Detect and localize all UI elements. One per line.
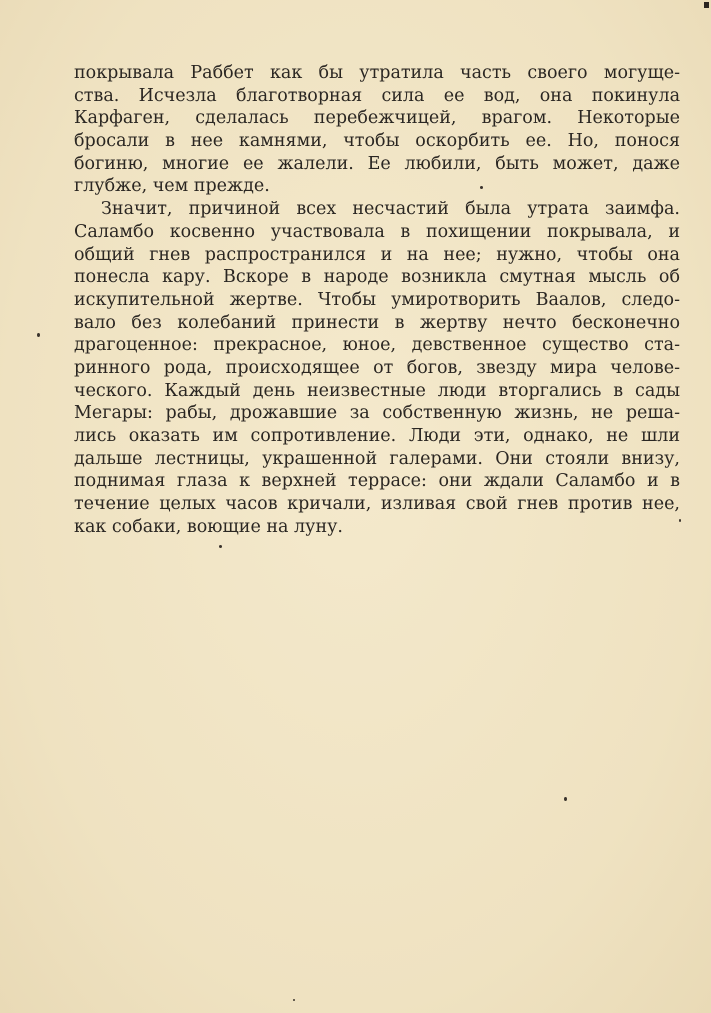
- text-line: богиню, многие ее жалели. Ее любили, быть может, даже: [74, 153, 680, 174]
- text-line: глубже, чем прежде.: [74, 176, 270, 197]
- paper-speck: [293, 999, 295, 1001]
- text-line: поднимая глаза к верхней террасе: они ждали Саламбо и в: [74, 471, 680, 492]
- body-text: [74, 62, 680, 538]
- text-line: Мегары: рабы, дрожавшие за собственную жизнь, не реша-: [74, 403, 680, 424]
- text-line: лись оказать им сопротивление. Люди эти, однако, не шли: [74, 426, 680, 446]
- paragraph-1: [74, 62, 680, 198]
- text-line: драгоценное: прекрасное, юное, девственное существо ста-: [74, 335, 680, 356]
- text-line: ринного рода, происходящее от богов, звезду мира челове-: [74, 357, 680, 378]
- text-line: ства. Исчезла благотворная сила ее вод, она покинула: [74, 85, 680, 106]
- text-line: дальше лестницы, украшенной галерами. Они стояли внизу,: [74, 448, 680, 469]
- text-line: ческого. Каждый день неизвестные люди вторгались в сады: [74, 380, 680, 401]
- paper-speck: [679, 519, 681, 522]
- paper-speck: [480, 186, 483, 189]
- text-line: бросали в нее камнями, чтобы оскорбить ее. Но, понося: [74, 131, 680, 152]
- scan-corner-mark: [704, 2, 709, 8]
- paragraph-2: [74, 198, 680, 538]
- text-line: покрывала Раббет как бы утратила часть своего могуще-: [74, 63, 680, 83]
- paper-speck: [37, 333, 40, 337]
- paper-speck: [564, 797, 567, 801]
- text-line: как собаки, воющие на луну.: [74, 516, 343, 537]
- text-line: Карфаген, сделалась перебежчицей, врагом. Некоторые: [74, 108, 680, 129]
- text-line: Саламбо косвенно участвовала в похищении покрывала, и: [74, 221, 680, 242]
- text-line: течение целых часов кричали, изливая свой гнев против нее,: [74, 494, 680, 515]
- paper-speck: [219, 545, 222, 548]
- text-line: вало без колебаний принести в жертву нечто бесконечно: [74, 312, 680, 333]
- text-line: искупительной жертве. Чтобы умиротворить Ваалов, следо-: [74, 289, 680, 310]
- text-line: Значит, причиной всех несчастий была утрата заимфа.: [101, 199, 680, 220]
- text-line: общий гнев распространился и на нее; нужно, чтобы она: [74, 244, 680, 265]
- text-line: понесла кару. Вскоре в народе возникла смутная мысль об: [74, 267, 680, 288]
